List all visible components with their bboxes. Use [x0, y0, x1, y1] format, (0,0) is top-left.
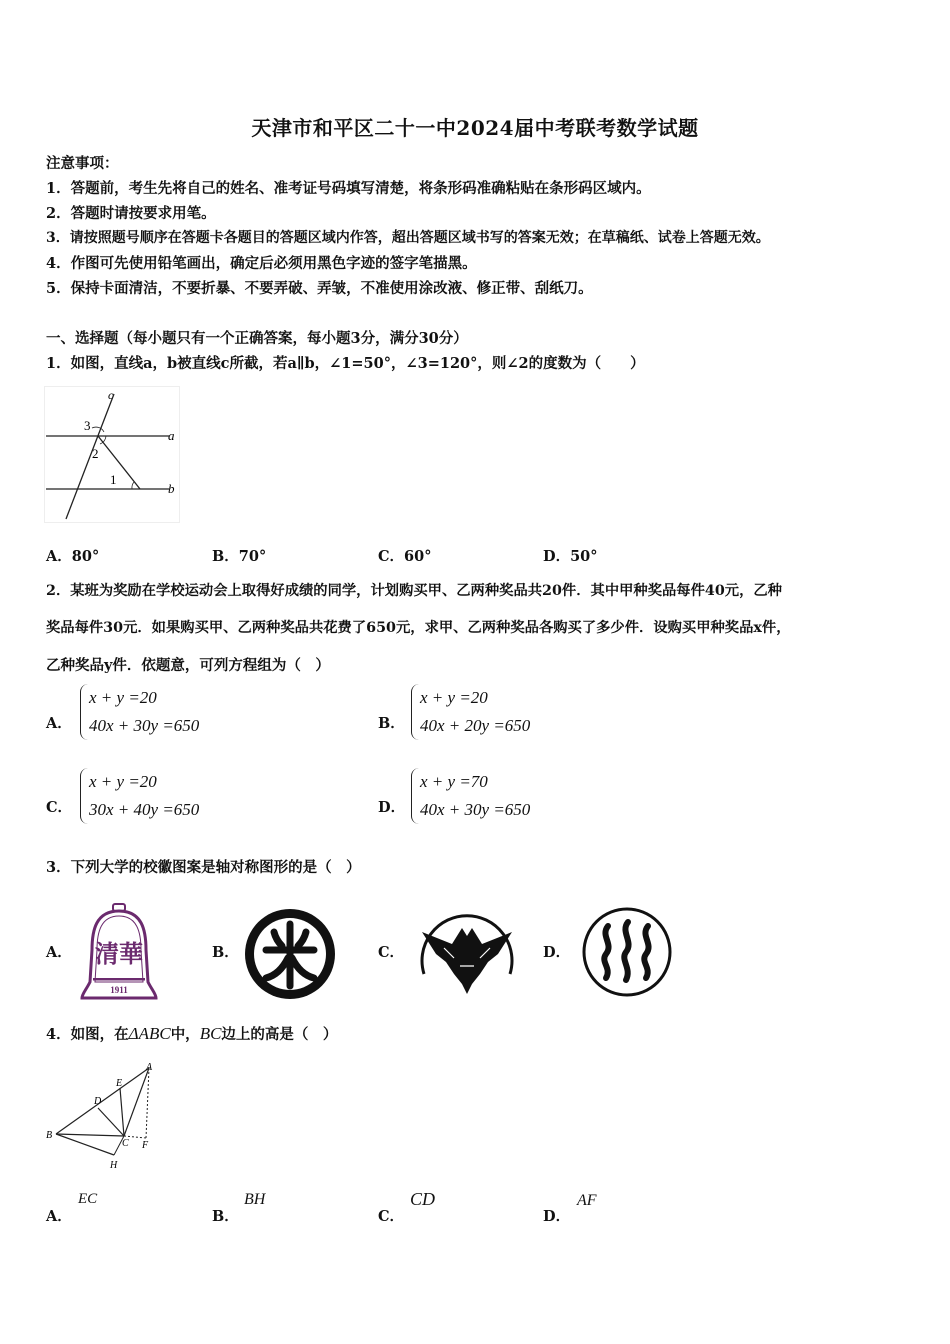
q2-option-b-label[interactable]: B． [378, 715, 405, 732]
q3-option-a-label[interactable]: A． [46, 944, 72, 961]
wave-emblem-icon [578, 906, 676, 998]
notice-item-5: 5．保持卡面清洁，不要折暴、不要弄破、弄皱，不准使用涂改液、修正带、刮纸刀。 [46, 280, 593, 297]
option-label: D． [543, 548, 571, 565]
q1-figure [44, 386, 184, 526]
q3-stem: 3．下列大学的校徽图案是轴对称图形的是（ ） [46, 859, 361, 876]
label-3: 3 [84, 418, 91, 433]
label-F: F [142, 1140, 149, 1151]
option-label: B． [212, 548, 239, 565]
label-b: b [168, 481, 175, 496]
label-B: B [46, 1130, 53, 1141]
q3-option-b-label[interactable]: B． [212, 944, 239, 961]
q2-option-a-system[interactable] [80, 684, 199, 740]
page-title: 天津市和平区二十一中2024届中考联考数学试题 [251, 116, 699, 140]
equation-1: x + y =20 [89, 688, 157, 707]
q1-option-d[interactable] [543, 545, 598, 566]
q4-triangle: ΔABC [128, 1024, 171, 1043]
q4-stem-suffix: 边上的高是（ ） [221, 1026, 338, 1043]
transversal [98, 436, 140, 489]
option-text: 70° [238, 548, 267, 565]
label-a: a [168, 428, 175, 443]
q2-stem-line-3: 乙种奖品y件．依题意，可列方程组为（ ） [46, 657, 330, 674]
q4-option-c-text[interactable]: CD [410, 1189, 436, 1209]
equation-2: 40x + 30y =650 [420, 800, 531, 819]
notice-item-2: 2．答题时请按要求用笔。 [46, 205, 216, 222]
line-c [66, 394, 114, 519]
option-label: C． [378, 548, 405, 565]
q4-option-d-label[interactable]: D． [543, 1208, 571, 1225]
option-label: A． [46, 548, 72, 565]
equation-1: x + y =20 [420, 688, 488, 707]
equation-2: 40x + 20y =650 [420, 716, 531, 735]
q4-stem-mid: 中， [170, 1026, 200, 1043]
equation-1: x + y =70 [420, 772, 488, 791]
emblem-characters: 清華 [95, 942, 143, 968]
label-D: D [94, 1096, 102, 1107]
q1-option-a[interactable] [46, 545, 99, 566]
notice-item-4: 4．作图可先使用铅笔画出，确定后必须用黑色字迹的签字笔描黑。 [46, 255, 477, 272]
notice-heading: 注意事项： [46, 155, 119, 172]
q2-option-b-system[interactable] [411, 684, 530, 740]
q2-option-d-system[interactable] [411, 768, 530, 824]
label-c: c [108, 388, 114, 402]
notice-item-1: 1．答题前，考生先将自己的姓名、准考证号码填写清楚，将条形码准确粘贴在条形码区域内。 [46, 180, 651, 197]
section-heading: 一、选择题（每小题只有一个正确答案，每小题3分，满分30分） [46, 330, 468, 347]
q4-option-b-text[interactable]: BH [244, 1191, 266, 1208]
q1-option-c[interactable] [378, 545, 431, 566]
q2-stem-line-2: 奖品每件30元．如果购买甲、乙两种奖品共花费了650元，求甲、乙两种奖品各购买了多少件．设购买甲种奖品x件， [46, 620, 791, 636]
label-A: A [146, 1062, 153, 1073]
q2-option-a-label[interactable]: A． [46, 715, 72, 732]
eagle-emblem-icon [414, 904, 520, 1000]
q4-option-a-text[interactable]: EC [78, 1191, 98, 1207]
label-H: H [110, 1160, 118, 1171]
q1-stem: 1．如图，直线a，b被直线c所截，若a∥b，∠1=50°，∠3=120°，则∠2的度数为（ ） [46, 355, 645, 372]
option-text: 50° [570, 548, 598, 565]
q2-option-c-system[interactable] [80, 768, 199, 824]
q4-option-a-label[interactable]: A． [46, 1208, 72, 1225]
q2-option-c-label[interactable]: C． [46, 799, 73, 816]
q4-option-c-label[interactable]: C． [378, 1208, 405, 1225]
option-text: 60° [404, 548, 432, 565]
equation-2: 30x + 40y =650 [89, 800, 200, 819]
option-text: 80° [71, 548, 100, 565]
tsinghua-emblem-icon [78, 902, 160, 1002]
q3-option-c-label[interactable]: C． [378, 944, 405, 961]
q4-side: BC [199, 1024, 222, 1043]
label-E: E [116, 1078, 123, 1089]
label-C: C [122, 1138, 129, 1149]
equation-2: 40x + 30y =650 [89, 716, 200, 735]
q4-stem [46, 1023, 337, 1044]
q1-option-b[interactable] [212, 545, 266, 566]
notice-item-3: 3．请按照题号顺序在答题卡各题目的答题区域内作答，超出答题区域书写的答案无效；在草稿纸、试卷上答题无效。 [46, 230, 770, 246]
label-2: 2 [92, 446, 99, 461]
q4-stem-prefix: 4．如图，在 [46, 1026, 129, 1043]
q2-option-d-label[interactable]: D． [378, 799, 406, 816]
q3-option-d-label[interactable]: D． [543, 944, 571, 961]
q2-stem-line-1: 2．某班为奖励在学校运动会上取得好成绩的同学，计划购买甲、乙两种奖品共20件．其中甲种奖品每件40元，乙种 [46, 583, 782, 599]
q4-figure [42, 1060, 162, 1180]
emblem-year: 1911 [110, 985, 128, 995]
q4-option-b-label[interactable]: B． [212, 1208, 239, 1225]
equation-1: x + y =20 [89, 772, 157, 791]
q4-option-d-text[interactable]: AF [577, 1192, 597, 1209]
peking-emblem-icon [242, 906, 338, 1002]
label-1: 1 [110, 472, 117, 487]
